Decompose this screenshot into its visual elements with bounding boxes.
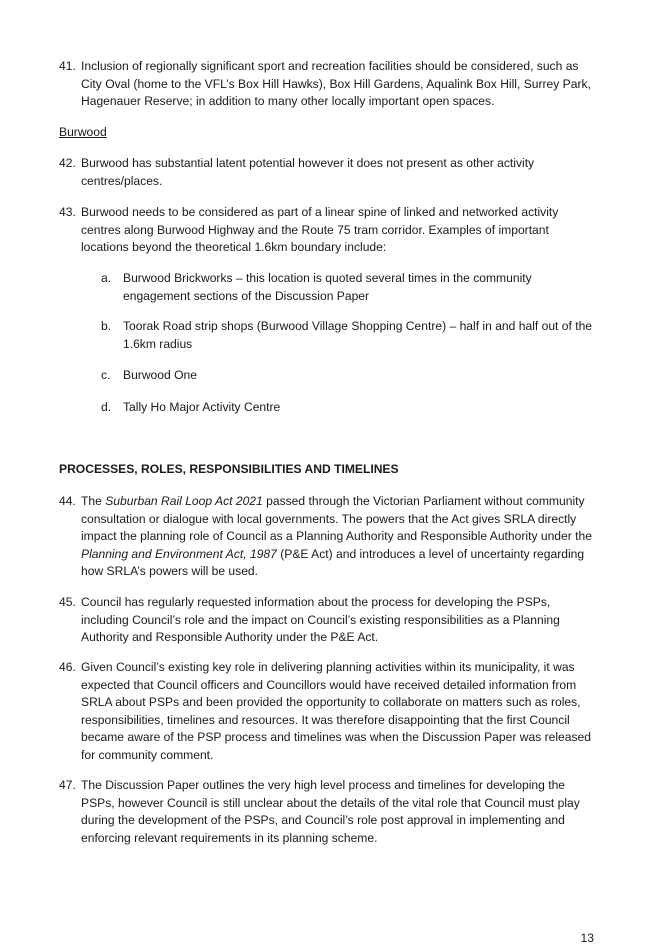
act-title-italic: Planning and Environment Act, 1987: [81, 546, 277, 561]
paragraph-text: Burwood needs to be considered as part of a linear spine of linked and networked activity centres along Burwood Highway and the Route 75 tram corridor. Examples of important locations beyond the theoretical 1.6km boundary include:: [81, 205, 559, 255]
paragraph-number: 46.: [59, 660, 76, 674]
sub-item-text: Burwood Brickworks – this location is quoted several times in the community engagement sections of the Discussion Paper: [123, 271, 532, 303]
paragraph-44: [59, 493, 599, 581]
paragraph-41: [59, 58, 599, 111]
paragraph-45: [59, 594, 599, 647]
paragraph-text: Council has regularly requested information about the process for developing the PSPs, including Council’s role and the impact on Council’s existing responsibilities as a Planning Authority and Responsible Authority under the P&E Act.: [81, 595, 560, 645]
paragraph-number: 45.: [59, 595, 76, 609]
paragraph-text: Given Council’s existing key role in delivering planning activities within its municipality, it was expected that Council officers and Councillors would have received detailed information from SRLA about PSPs and been provided the opportunity to collaborate on matters such as roles, responsibilities, timelines and resources. It was therefore disappointing that the first Council became aware of the PSP process and timelines was when the Discussion Paper was released for community comment.: [81, 660, 591, 762]
paragraph-text: Burwood has substantial latent potential however it does not present as other activity centres/places.: [81, 156, 535, 188]
paragraph-text: [81, 493, 599, 581]
sub-item-a: [101, 270, 599, 305]
paragraph-number: 47.: [59, 778, 76, 792]
page-number: 13: [580, 931, 594, 945]
act-title-italic: Suburban Rail Loop Act 2021: [105, 494, 263, 508]
sub-item-text: Tally Ho Major Activity Centre: [123, 400, 281, 414]
paragraph-number: 41.: [59, 59, 76, 73]
text-run: The: [81, 494, 106, 508]
sub-item-text: Burwood One: [123, 368, 197, 382]
sub-item-text: Toorak Road strip shops (Burwood Village Shopping Centre) – half in and half out of the 1.6km radius: [123, 319, 593, 351]
section-heading: PROCESSES, ROLES, RESPONSIBILITIES AND TIMELINES: [59, 462, 399, 476]
paragraph-number: 44.: [59, 494, 76, 508]
paragraph-number: 42.: [59, 156, 76, 170]
paragraph-46: [59, 659, 599, 765]
paragraph-number: 43.: [59, 205, 76, 219]
sub-item-b: [101, 318, 599, 353]
paragraph-42: [59, 155, 599, 190]
paragraph-43: [59, 204, 599, 257]
paragraph-text: The Discussion Paper outlines the very high level process and timelines for developing the PSPs, however Council is still unclear about the details of the vital role that Council must play during the development of the PSPs, and Council’s role post approval in implementing and enforcing relevant requirements in its planning scheme.: [81, 778, 580, 845]
sub-item-letter: d.: [101, 400, 112, 414]
paragraph-47: [59, 777, 599, 847]
sub-item-letter: c.: [101, 368, 111, 382]
burwood-subheading: Burwood: [59, 125, 107, 139]
text-run: (P&E Act) and introduces a level of uncertainty regarding how SRLA’s powers will be used.: [81, 546, 585, 579]
paragraph-text: Inclusion of regionally significant sport and recreation facilities should be considered, such as City Oval (home to the VFL’s Box Hill Hawks), Box Hill Gardens, Aqualink Box Hill, Surrey Park, Hagenauer Reserve; in addition to many other locally important open spaces.: [81, 59, 591, 109]
sub-item-letter: a.: [101, 271, 112, 285]
sub-item-letter: b.: [101, 319, 112, 333]
sub-item-c: [101, 367, 599, 385]
sub-item-d: [101, 399, 599, 417]
text-run: passed through the Victorian Parliament without community consultation or dialogue with local governments. The powers that the Act gives SRLA directly impact the planning role of Council as a Planning Authority and Responsible Authority under the: [81, 494, 592, 544]
